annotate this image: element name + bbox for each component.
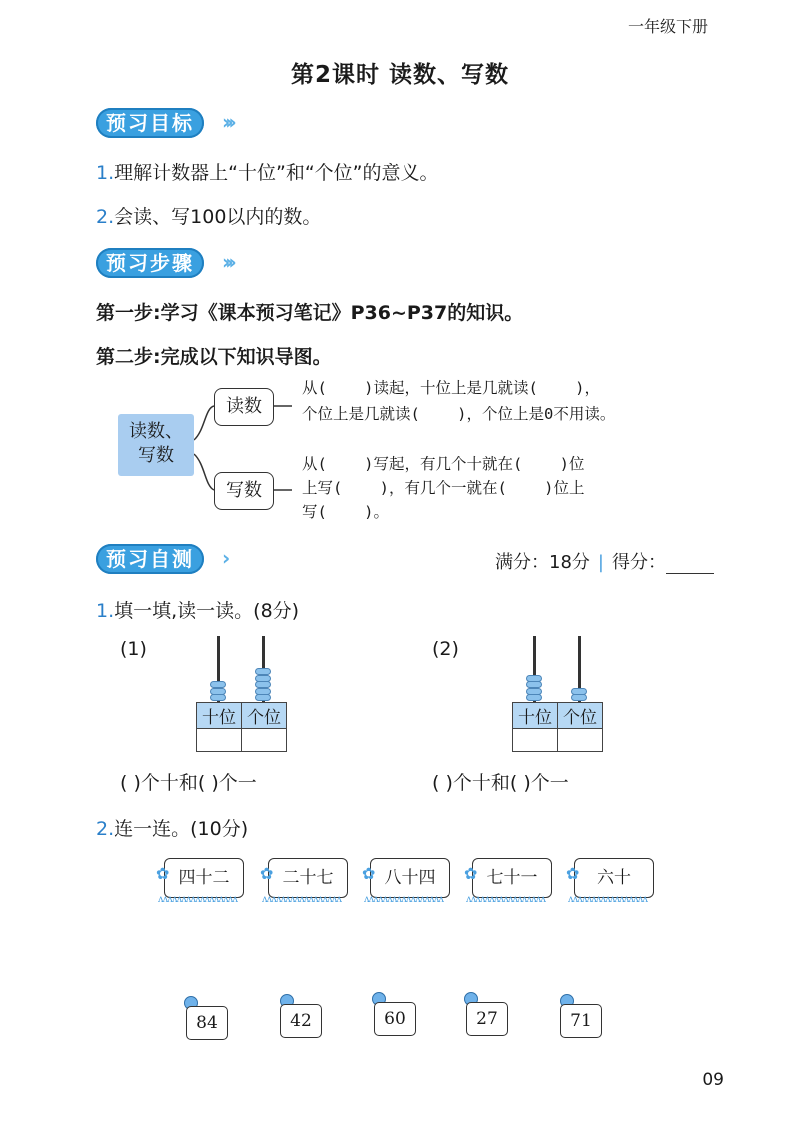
- write-rule-line3: 写( )。: [302, 503, 389, 521]
- abacus-bead: [255, 675, 271, 682]
- grass-icon: ʌʌʌʌʌʌʌʌʌʌʌʌʌʌʌʌʌ: [364, 894, 444, 904]
- grass-icon: ʌʌʌʌʌʌʌʌʌʌʌʌʌʌʌʌʌ: [568, 894, 648, 904]
- word-card[interactable]: 四十二 ✿ ʌʌʌʌʌʌʌʌʌʌʌʌʌʌʌʌʌ: [158, 858, 242, 904]
- ones-answer-cell[interactable]: [242, 729, 287, 752]
- abacus-bead: [210, 688, 226, 695]
- number-card[interactable]: 42: [280, 1004, 322, 1038]
- word-card[interactable]: 七十一 ✿ ʌʌʌʌʌʌʌʌʌʌʌʌʌʌʌʌʌ: [466, 858, 550, 904]
- flower-icon: ✿: [260, 864, 274, 883]
- flower-icon: ✿: [156, 864, 170, 883]
- score-blank[interactable]: [666, 555, 714, 574]
- number-card[interactable]: 60: [374, 1002, 416, 1036]
- word-card[interactable]: 六十 ✿ ʌʌʌʌʌʌʌʌʌʌʌʌʌʌʌʌʌ: [568, 858, 652, 904]
- word-card[interactable]: 八十四 ✿ ʌʌʌʌʌʌʌʌʌʌʌʌʌʌʌʌʌ: [364, 858, 448, 904]
- abacus-2-table: 十位 个位: [512, 702, 603, 752]
- tens-answer-cell[interactable]: [513, 729, 558, 752]
- goal-item: 2.会读、写100以内的数。: [96, 206, 322, 228]
- section-test-heading: 预习自测: [96, 544, 204, 574]
- grass-icon: ʌʌʌʌʌʌʌʌʌʌʌʌʌʌʌʌʌ: [466, 894, 546, 904]
- mindmap-node-read: 读数: [214, 388, 274, 426]
- read-rule-line1: 从( )读起，十位上是几就读( )，: [302, 379, 600, 397]
- flower-icon: ✿: [464, 864, 478, 883]
- write-rule-line1: 从( )写起，有几个十就在( )位: [302, 455, 585, 473]
- flower-icon: ✿: [566, 864, 580, 883]
- number-card[interactable]: 71: [560, 1004, 602, 1038]
- section-goal-heading: 预习目标: [96, 108, 204, 138]
- goal-item: 1.理解计数器上“十位”和“个位”的意义。: [96, 162, 439, 184]
- number-card[interactable]: 84: [186, 1006, 228, 1040]
- q1-item1-label: (1): [120, 638, 147, 660]
- abacus-bead: [571, 694, 587, 701]
- ones-answer-cell[interactable]: [558, 729, 603, 752]
- number-card[interactable]: 27: [466, 1002, 508, 1036]
- page-title: 第2课时 读数、写数: [290, 62, 509, 88]
- score-box: 满分：18分 | 得分：: [495, 548, 714, 574]
- word-card[interactable]: 二十七 ✿ ʌʌʌʌʌʌʌʌʌʌʌʌʌʌʌʌʌ: [262, 858, 346, 904]
- abacus-bead: [210, 681, 226, 688]
- page-number: 09: [702, 1070, 724, 1090]
- q1-item2-answer[interactable]: ( )个十和( )个一: [432, 772, 569, 794]
- question-2: 2.连一连。(10分): [96, 818, 249, 840]
- abacus-bead: [526, 688, 542, 695]
- section-steps-heading: 预习步骤: [96, 248, 204, 278]
- abacus-bead: [255, 681, 271, 688]
- step-2: 第二步:完成以下知识导图。: [96, 346, 332, 368]
- tens-answer-cell[interactable]: [197, 729, 242, 752]
- chevron-right-icon: ›››: [222, 110, 232, 134]
- write-rule-line2: 上写( )，有几个一就在( )位上: [302, 479, 585, 497]
- abacus-bead: [526, 681, 542, 688]
- question-1: 1.填一填,读一读。(8分): [96, 600, 300, 622]
- abacus-bead: [526, 694, 542, 701]
- q1-item1-answer[interactable]: ( )个十和( )个一: [120, 772, 257, 794]
- flower-icon: ✿: [362, 864, 376, 883]
- grade-label: 一年级下册: [627, 17, 708, 36]
- abacus-bead: [255, 668, 271, 675]
- mindmap-center: 读数、 写数: [118, 414, 194, 476]
- read-rule-line2: 个位上是几就读( )，个位上是0不用读。: [302, 405, 616, 423]
- abacus-bead: [526, 675, 542, 682]
- abacus-bead: [210, 694, 226, 701]
- abacus-bead: [571, 688, 587, 695]
- grass-icon: ʌʌʌʌʌʌʌʌʌʌʌʌʌʌʌʌʌ: [158, 894, 238, 904]
- abacus-bead: [255, 688, 271, 695]
- abacus-1-table: 十位 个位: [196, 702, 287, 752]
- chevron-right-icon: ›››: [222, 250, 232, 274]
- step-1: 第一步:学习《课本预习笔记》P36~P37的知识。: [96, 302, 524, 324]
- grass-icon: ʌʌʌʌʌʌʌʌʌʌʌʌʌʌʌʌʌ: [262, 894, 342, 904]
- abacus-bead: [255, 694, 271, 701]
- q1-item2-label: (2): [432, 638, 459, 660]
- mindmap-node-write: 写数: [214, 472, 274, 510]
- chevron-right-icon: ›: [222, 546, 226, 570]
